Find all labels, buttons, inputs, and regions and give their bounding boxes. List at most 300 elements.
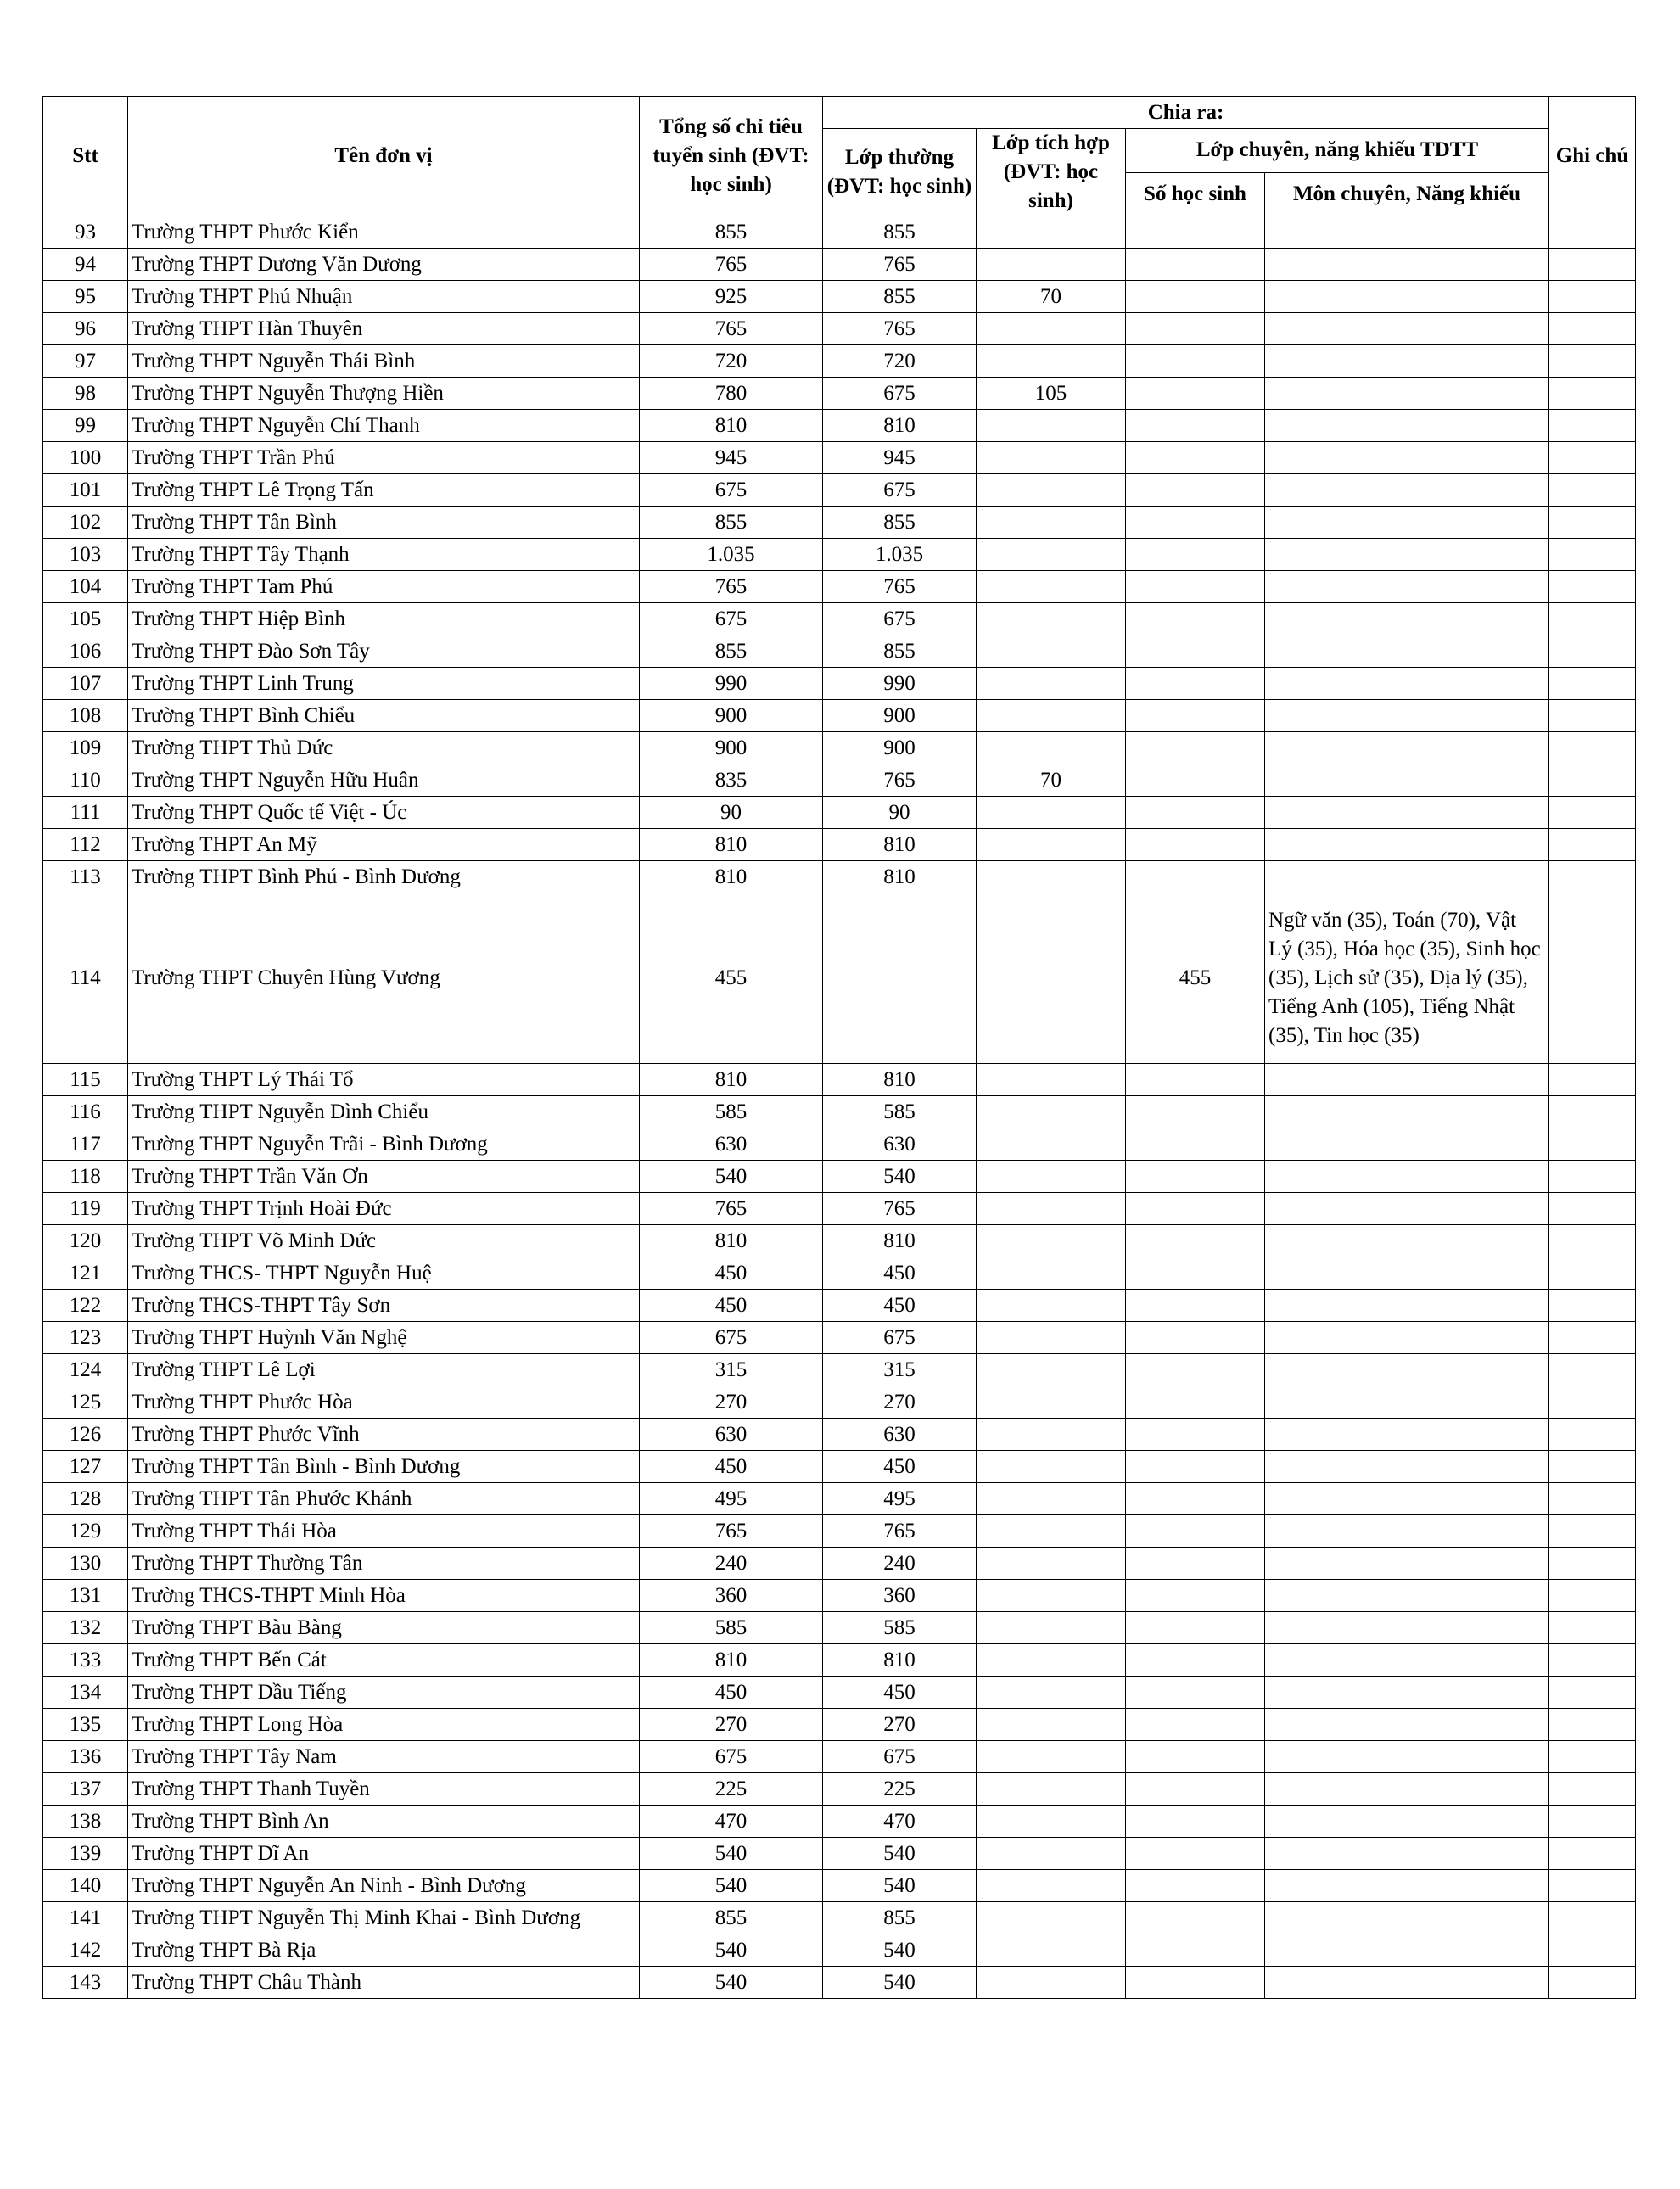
cell-integrated <box>977 1612 1126 1644</box>
table-row <box>43 668 1636 700</box>
cell-gifted-subjects <box>1265 1225 1549 1257</box>
cell-stt: 116 <box>43 1096 128 1128</box>
cell-regular: 495 <box>823 1483 977 1515</box>
table-row <box>43 345 1636 378</box>
cell-name: Trường THPT Lê Lợi <box>128 1354 640 1386</box>
cell-note <box>1549 442 1636 474</box>
table-row <box>43 1419 1636 1451</box>
cell-note <box>1549 1644 1636 1677</box>
header-stt: Stt <box>43 97 128 216</box>
cell-name: Trường THPT Nguyễn Thượng Hiền <box>128 378 640 410</box>
cell-name: Trường THPT Lê Trọng Tấn <box>128 474 640 507</box>
cell-regular: 900 <box>823 700 977 732</box>
cell-name: Trường THPT Võ Minh Đức <box>128 1225 640 1257</box>
cell-total: 765 <box>640 313 823 345</box>
cell-gifted-subjects <box>1265 1064 1549 1096</box>
table-row <box>43 797 1636 829</box>
cell-total: 810 <box>640 829 823 861</box>
table-row <box>43 1386 1636 1419</box>
cell-total: 765 <box>640 249 823 281</box>
cell-gifted-subjects <box>1265 281 1549 313</box>
cell-note <box>1549 249 1636 281</box>
cell-stt: 138 <box>43 1806 128 1838</box>
cell-total: 540 <box>640 1838 823 1870</box>
table-row <box>43 635 1636 668</box>
table-row <box>43 507 1636 539</box>
cell-name: Trường THPT Huỳnh Văn Nghệ <box>128 1322 640 1354</box>
cell-gifted-count <box>1126 1773 1265 1806</box>
cell-gifted-subjects <box>1265 797 1549 829</box>
cell-total: 990 <box>640 668 823 700</box>
cell-name: Trường THPT Trần Phú <box>128 442 640 474</box>
cell-name: Trường THPT Nguyễn Đình Chiểu <box>128 1096 640 1128</box>
cell-integrated <box>977 603 1126 635</box>
cell-gifted-count <box>1126 1128 1265 1161</box>
cell-name: Trường THPT Hàn Thuyên <box>128 313 640 345</box>
cell-gifted-count <box>1126 1386 1265 1419</box>
cell-gifted-subjects <box>1265 829 1549 861</box>
cell-regular: 270 <box>823 1386 977 1419</box>
cell-integrated <box>977 1128 1126 1161</box>
cell-note <box>1549 893 1636 1064</box>
cell-name: Trường THPT Quốc tế Việt - Úc <box>128 797 640 829</box>
cell-regular: 765 <box>823 764 977 797</box>
cell-gifted-count <box>1126 732 1265 764</box>
cell-gifted-subjects <box>1265 1548 1549 1580</box>
cell-integrated: 70 <box>977 281 1126 313</box>
cell-total: 495 <box>640 1483 823 1515</box>
cell-regular: 990 <box>823 668 977 700</box>
cell-gifted-subjects <box>1265 861 1549 893</box>
cell-regular: 765 <box>823 313 977 345</box>
cell-total: 900 <box>640 700 823 732</box>
cell-total: 675 <box>640 1741 823 1773</box>
table-row <box>43 378 1636 410</box>
cell-gifted-count <box>1126 378 1265 410</box>
cell-gifted-count <box>1126 603 1265 635</box>
cell-total: 810 <box>640 1644 823 1677</box>
cell-note <box>1549 1451 1636 1483</box>
cell-integrated <box>977 1902 1126 1934</box>
cell-gifted-count <box>1126 571 1265 603</box>
cell-integrated <box>977 700 1126 732</box>
cell-regular: 810 <box>823 1064 977 1096</box>
table-row <box>43 1064 1636 1096</box>
cell-stt: 135 <box>43 1709 128 1741</box>
cell-total: 780 <box>640 378 823 410</box>
cell-name: Trường THPT An Mỹ <box>128 829 640 861</box>
cell-total: 315 <box>640 1354 823 1386</box>
table-row <box>43 216 1636 249</box>
cell-total: 90 <box>640 797 823 829</box>
cell-total: 270 <box>640 1709 823 1741</box>
cell-gifted-subjects <box>1265 1612 1549 1644</box>
cell-name: Trường THPT Bàu Bàng <box>128 1612 640 1644</box>
cell-integrated <box>977 797 1126 829</box>
cell-gifted-subjects: Ngữ văn (35), Toán (70), Vật Lý (35), Hóa học (35), Sinh học (35), Lịch sử (35), Địa lý (35), Tiếng Anh (105), Tiếng Nhật (35), Tin học (35) <box>1265 893 1549 1064</box>
cell-note <box>1549 1902 1636 1934</box>
cell-regular: 1.035 <box>823 539 977 571</box>
cell-gifted-subjects <box>1265 1902 1549 1934</box>
cell-name: Trường THPT Phú Nhuận <box>128 281 640 313</box>
table-row <box>43 700 1636 732</box>
cell-integrated <box>977 1580 1126 1612</box>
table-row <box>43 1644 1636 1677</box>
cell-name: Trường THPT Tây Nam <box>128 1741 640 1773</box>
cell-regular: 765 <box>823 571 977 603</box>
cell-note <box>1549 1677 1636 1709</box>
cell-integrated <box>977 1709 1126 1741</box>
cell-gifted-subjects <box>1265 668 1549 700</box>
table-row <box>43 732 1636 764</box>
cell-integrated <box>977 313 1126 345</box>
table-row <box>43 1515 1636 1548</box>
cell-gifted-count <box>1126 249 1265 281</box>
cell-note <box>1549 539 1636 571</box>
cell-note <box>1549 1225 1636 1257</box>
cell-regular: 360 <box>823 1580 977 1612</box>
cell-gifted-subjects <box>1265 1773 1549 1806</box>
cell-gifted-subjects <box>1265 732 1549 764</box>
cell-integrated <box>977 1064 1126 1096</box>
cell-gifted-subjects <box>1265 216 1549 249</box>
table-row <box>43 1773 1636 1806</box>
cell-note <box>1549 797 1636 829</box>
table-row <box>43 1902 1636 1934</box>
cell-integrated <box>977 1515 1126 1548</box>
cell-name: Trường THPT Bình Phú - Bình Dương <box>128 861 640 893</box>
cell-name: Trường THPT Linh Trung <box>128 668 640 700</box>
cell-stt: 123 <box>43 1322 128 1354</box>
cell-integrated <box>977 1967 1126 1999</box>
cell-integrated <box>977 345 1126 378</box>
cell-note <box>1549 668 1636 700</box>
cell-name: Trường THPT Phước Hòa <box>128 1386 640 1419</box>
cell-gifted-count <box>1126 1419 1265 1451</box>
cell-integrated <box>977 410 1126 442</box>
cell-note <box>1549 571 1636 603</box>
cell-integrated <box>977 1386 1126 1419</box>
cell-regular: 630 <box>823 1128 977 1161</box>
table-row <box>43 1483 1636 1515</box>
cell-note <box>1549 1257 1636 1290</box>
cell-gifted-count <box>1126 1612 1265 1644</box>
cell-stt: 107 <box>43 668 128 700</box>
cell-name: Trường THPT Lý Thái Tổ <box>128 1064 640 1096</box>
cell-integrated <box>977 1290 1126 1322</box>
cell-note <box>1549 1967 1636 1999</box>
cell-note <box>1549 732 1636 764</box>
cell-name: Trường THPT Nguyễn An Ninh - Bình Dương <box>128 1870 640 1902</box>
cell-name: Trường THPT Bình Chiểu <box>128 700 640 732</box>
cell-name: Trường THPT Bà Rịa <box>128 1934 640 1967</box>
cell-name: Trường THPT Tam Phú <box>128 571 640 603</box>
cell-total: 540 <box>640 1870 823 1902</box>
cell-gifted-subjects <box>1265 1386 1549 1419</box>
cell-stt: 136 <box>43 1741 128 1773</box>
cell-gifted-count <box>1126 1741 1265 1773</box>
table-row <box>43 1838 1636 1870</box>
cell-gifted-count <box>1126 1064 1265 1096</box>
cell-name: Trường THPT Tây Thạnh <box>128 539 640 571</box>
cell-gifted-subjects <box>1265 1677 1549 1709</box>
cell-stt: 128 <box>43 1483 128 1515</box>
cell-gifted-count <box>1126 1290 1265 1322</box>
cell-total: 270 <box>640 1386 823 1419</box>
cell-gifted-count <box>1126 507 1265 539</box>
cell-total: 855 <box>640 507 823 539</box>
cell-regular: 855 <box>823 507 977 539</box>
cell-stt: 127 <box>43 1451 128 1483</box>
cell-integrated <box>977 861 1126 893</box>
cell-gifted-subjects <box>1265 1580 1549 1612</box>
header-split: Chia ra: <box>823 97 1549 129</box>
cell-integrated <box>977 1225 1126 1257</box>
cell-total: 765 <box>640 571 823 603</box>
cell-regular: 450 <box>823 1677 977 1709</box>
cell-integrated <box>977 539 1126 571</box>
cell-name: Trường THPT Thường Tân <box>128 1548 640 1580</box>
cell-regular: 630 <box>823 1419 977 1451</box>
cell-integrated <box>977 1322 1126 1354</box>
cell-name: Trường THPT Bến Cát <box>128 1644 640 1677</box>
cell-stt: 102 <box>43 507 128 539</box>
cell-gifted-count <box>1126 345 1265 378</box>
cell-stt: 131 <box>43 1580 128 1612</box>
cell-integrated <box>977 1838 1126 1870</box>
cell-note <box>1549 829 1636 861</box>
cell-regular: 540 <box>823 1161 977 1193</box>
cell-stt: 118 <box>43 1161 128 1193</box>
header-gifted: Lớp chuyên, năng khiếu TDTT <box>1126 129 1549 173</box>
cell-gifted-subjects <box>1265 539 1549 571</box>
cell-gifted-count <box>1126 1967 1265 1999</box>
cell-name: Trường THPT Thái Hòa <box>128 1515 640 1548</box>
cell-regular: 675 <box>823 474 977 507</box>
cell-gifted-subjects <box>1265 1419 1549 1451</box>
cell-gifted-count <box>1126 1806 1265 1838</box>
cell-stt: 112 <box>43 829 128 861</box>
cell-stt: 133 <box>43 1644 128 1677</box>
cell-name: Trường THPT Thanh Tuyền <box>128 1773 640 1806</box>
cell-regular: 315 <box>823 1354 977 1386</box>
cell-integrated <box>977 1741 1126 1773</box>
table-row <box>43 1161 1636 1193</box>
cell-note <box>1549 1709 1636 1741</box>
cell-regular: 810 <box>823 861 977 893</box>
cell-note <box>1549 1064 1636 1096</box>
cell-total: 360 <box>640 1580 823 1612</box>
table-row <box>43 861 1636 893</box>
cell-name: Trường THCS-THPT Tây Sơn <box>128 1290 640 1322</box>
cell-note <box>1549 378 1636 410</box>
cell-name: Trường THPT Tân Bình <box>128 507 640 539</box>
table-row <box>43 442 1636 474</box>
table-row <box>43 1548 1636 1580</box>
cell-note <box>1549 1193 1636 1225</box>
cell-gifted-count <box>1126 539 1265 571</box>
cell-gifted-subjects <box>1265 1967 1549 1999</box>
cell-note <box>1549 1515 1636 1548</box>
cell-stt: 104 <box>43 571 128 603</box>
cell-integrated <box>977 1354 1126 1386</box>
cell-total: 900 <box>640 732 823 764</box>
cell-gifted-subjects <box>1265 378 1549 410</box>
cell-note <box>1549 216 1636 249</box>
cell-regular: 270 <box>823 1709 977 1741</box>
cell-gifted-count: 455 <box>1126 893 1265 1064</box>
cell-name: Trường THPT Long Hòa <box>128 1709 640 1741</box>
cell-note <box>1549 1386 1636 1419</box>
cell-note <box>1549 1806 1636 1838</box>
table-body <box>43 216 1636 1999</box>
cell-stt: 120 <box>43 1225 128 1257</box>
cell-total: 630 <box>640 1128 823 1161</box>
cell-gifted-count <box>1126 1161 1265 1193</box>
cell-regular <box>823 893 977 1064</box>
cell-total: 455 <box>640 893 823 1064</box>
cell-integrated <box>977 1806 1126 1838</box>
cell-integrated <box>977 829 1126 861</box>
cell-gifted-count <box>1126 700 1265 732</box>
cell-total: 810 <box>640 861 823 893</box>
cell-name: Trường THCS-THPT Minh Hòa <box>128 1580 640 1612</box>
cell-gifted-count <box>1126 1354 1265 1386</box>
cell-gifted-count <box>1126 1483 1265 1515</box>
cell-gifted-count <box>1126 1709 1265 1741</box>
cell-gifted-count <box>1126 1322 1265 1354</box>
cell-gifted-subjects <box>1265 313 1549 345</box>
cell-name: Trường THPT Bình An <box>128 1806 640 1838</box>
cell-gifted-count <box>1126 1096 1265 1128</box>
cell-name: Trường THPT Tân Phước Khánh <box>128 1483 640 1515</box>
cell-total: 810 <box>640 1225 823 1257</box>
cell-integrated <box>977 1677 1126 1709</box>
cell-note <box>1549 764 1636 797</box>
cell-stt: 143 <box>43 1967 128 1999</box>
cell-regular: 450 <box>823 1257 977 1290</box>
cell-name: Trường THPT Đào Sơn Tây <box>128 635 640 668</box>
cell-regular: 855 <box>823 216 977 249</box>
cell-name: Trường THPT Tân Bình - Bình Dương <box>128 1451 640 1483</box>
cell-gifted-subjects <box>1265 1322 1549 1354</box>
cell-integrated <box>977 635 1126 668</box>
cell-gifted-subjects <box>1265 1934 1549 1967</box>
table-row <box>43 1193 1636 1225</box>
cell-note <box>1549 635 1636 668</box>
cell-total: 450 <box>640 1677 823 1709</box>
table-row <box>43 1257 1636 1290</box>
cell-note <box>1549 1741 1636 1773</box>
cell-regular: 585 <box>823 1612 977 1644</box>
cell-total: 855 <box>640 216 823 249</box>
table-row <box>43 603 1636 635</box>
cell-stt: 94 <box>43 249 128 281</box>
cell-total: 540 <box>640 1967 823 1999</box>
table-row <box>43 410 1636 442</box>
table-row <box>43 571 1636 603</box>
cell-integrated <box>977 732 1126 764</box>
cell-stt: 122 <box>43 1290 128 1322</box>
cell-gifted-count <box>1126 764 1265 797</box>
header-gifted-subjects: Môn chuyên, Năng khiếu <box>1265 172 1549 216</box>
cell-name: Trường THPT Phước Kiển <box>128 216 640 249</box>
cell-total: 585 <box>640 1096 823 1128</box>
cell-note <box>1549 1128 1636 1161</box>
table-row <box>43 829 1636 861</box>
cell-name: Trường THPT Nguyễn Hữu Huân <box>128 764 640 797</box>
cell-integrated <box>977 893 1126 1064</box>
cell-gifted-count <box>1126 1677 1265 1709</box>
table-row <box>43 474 1636 507</box>
cell-integrated <box>977 442 1126 474</box>
cell-stt: 137 <box>43 1773 128 1806</box>
cell-gifted-count <box>1126 861 1265 893</box>
cell-total: 925 <box>640 281 823 313</box>
cell-gifted-count <box>1126 1644 1265 1677</box>
cell-regular: 470 <box>823 1806 977 1838</box>
cell-note <box>1549 1483 1636 1515</box>
cell-gifted-subjects <box>1265 1354 1549 1386</box>
cell-gifted-count <box>1126 668 1265 700</box>
cell-gifted-count <box>1126 1580 1265 1612</box>
cell-regular: 810 <box>823 829 977 861</box>
cell-total: 450 <box>640 1451 823 1483</box>
cell-name: Trường THPT Dầu Tiếng <box>128 1677 640 1709</box>
cell-gifted-subjects <box>1265 1451 1549 1483</box>
cell-regular: 90 <box>823 797 977 829</box>
cell-name: Trường THPT Nguyễn Thị Minh Khai - Bình Dương <box>128 1902 640 1934</box>
cell-integrated <box>977 1451 1126 1483</box>
cell-gifted-count <box>1126 1257 1265 1290</box>
cell-stt: 111 <box>43 797 128 829</box>
cell-gifted-subjects <box>1265 764 1549 797</box>
table-header <box>43 97 1636 216</box>
cell-gifted-subjects <box>1265 700 1549 732</box>
table-row <box>43 1128 1636 1161</box>
cell-name: Trường THCS- THPT Nguyễn Huệ <box>128 1257 640 1290</box>
table-row <box>43 1677 1636 1709</box>
cell-note <box>1549 313 1636 345</box>
table-row <box>43 1451 1636 1483</box>
cell-name: Trường THPT Châu Thành <box>128 1967 640 1999</box>
cell-gifted-count <box>1126 442 1265 474</box>
cell-integrated <box>977 1644 1126 1677</box>
cell-total: 225 <box>640 1773 823 1806</box>
cell-stt: 95 <box>43 281 128 313</box>
table-row <box>43 1612 1636 1644</box>
cell-integrated <box>977 1870 1126 1902</box>
cell-integrated <box>977 1257 1126 1290</box>
cell-integrated: 70 <box>977 764 1126 797</box>
cell-total: 945 <box>640 442 823 474</box>
cell-total: 540 <box>640 1934 823 1967</box>
cell-integrated <box>977 1773 1126 1806</box>
cell-regular: 540 <box>823 1870 977 1902</box>
cell-stt: 97 <box>43 345 128 378</box>
cell-total: 540 <box>640 1161 823 1193</box>
cell-gifted-count <box>1126 1902 1265 1934</box>
cell-stt: 109 <box>43 732 128 764</box>
table-row <box>43 1741 1636 1773</box>
table-row <box>43 1580 1636 1612</box>
cell-regular: 810 <box>823 410 977 442</box>
cell-gifted-subjects <box>1265 1193 1549 1225</box>
cell-gifted-count <box>1126 1225 1265 1257</box>
table-row <box>43 1354 1636 1386</box>
cell-regular: 540 <box>823 1967 977 1999</box>
table-row <box>43 249 1636 281</box>
